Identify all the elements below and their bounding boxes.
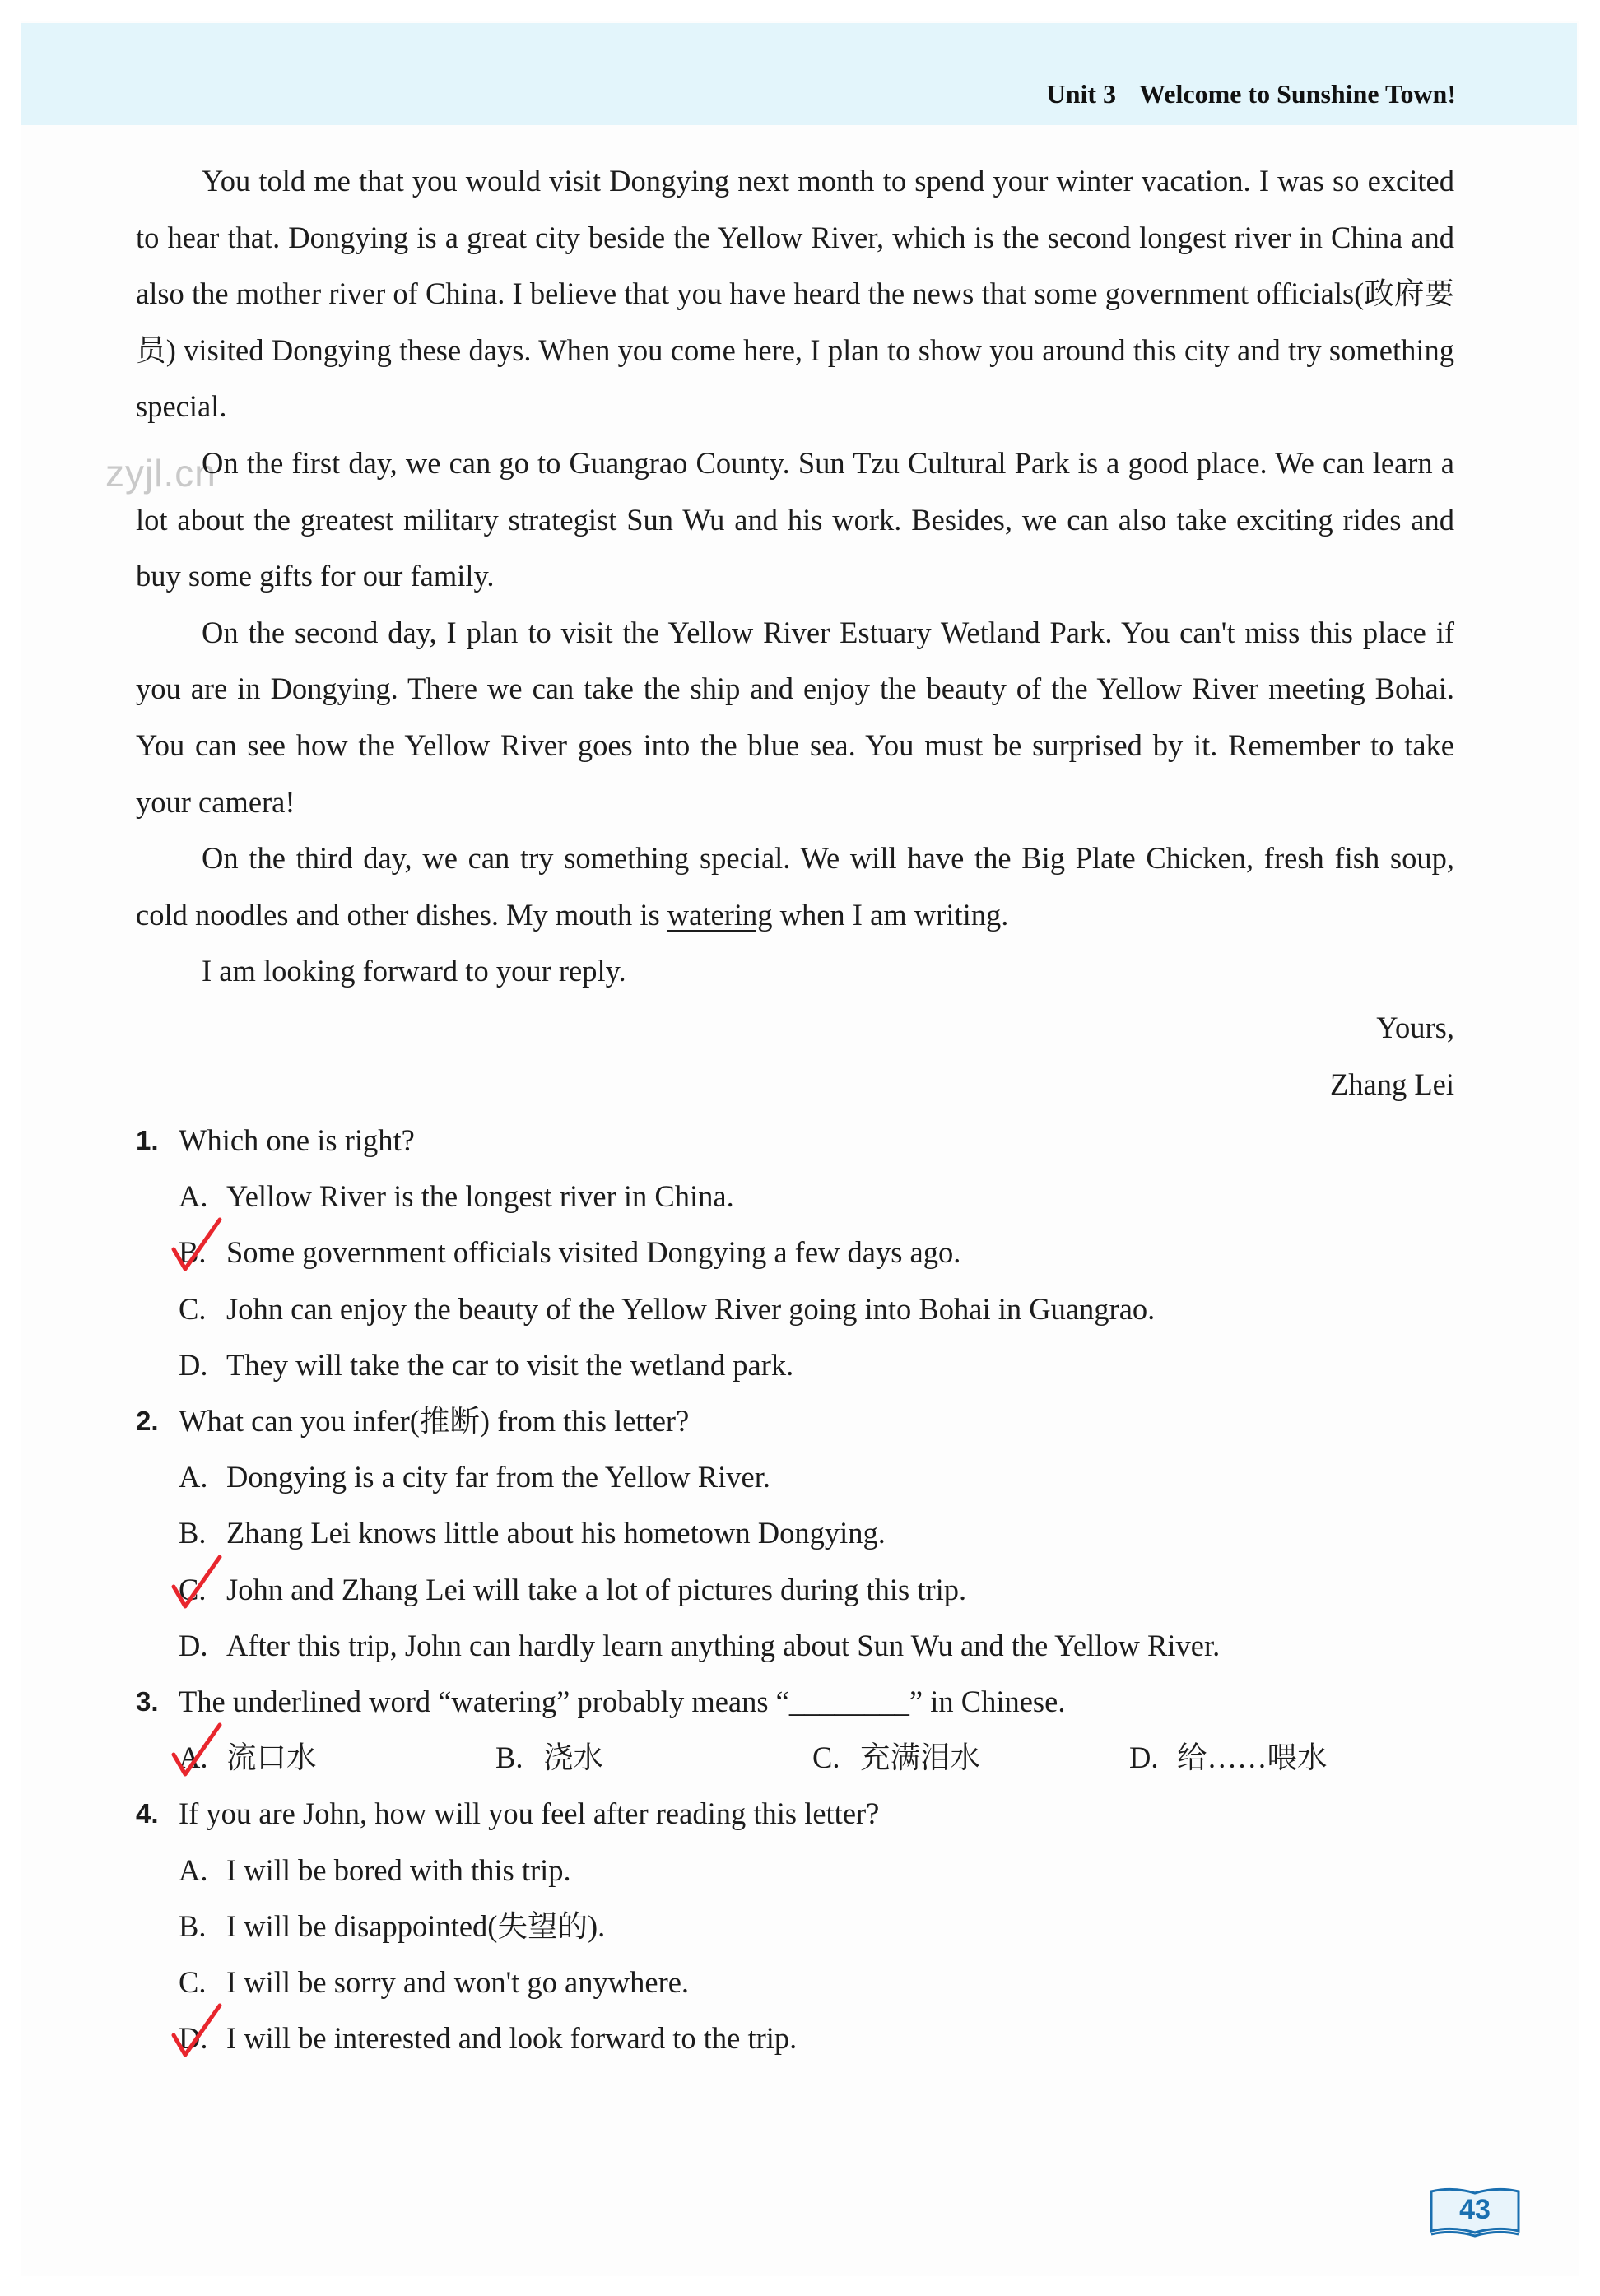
question-3 [136,1674,1494,1786]
letter-paragraph-1: You told me that you would visit Dongying next month to spend your winter vacation. I was so excited to hear that. Dongying is a great city beside the Yellow River, which is the second longest river in China and also the mother river of China. I believe that you have heard the news that some government officials(政府要员) visited Dongying these days. When you come here, I plan to show you around this city and try something special. [136,164,1454,424]
option-text: I will be interested and look forward to the trip. [226,2021,798,2056]
option-text: 浇水 [543,1741,603,1775]
option-text: 给……喂水 [1177,1741,1328,1775]
option-d [136,2010,1494,2066]
question-number: 4. [136,1798,159,1829]
letter-paragraph-3: On the second day, I plan to visit the Yellow River Estuary Wetland Park. You can't miss this place if you are in Dongying. There we can take the ship and enjoy the beauty of the Yellow River meeting Bohai. You can see how the Yellow River goes into the blue sea. You must be surprised by it. Remember to take your camera! [136,615,1454,819]
option-letter: A. [179,1741,208,1775]
check-mark-icon [169,1216,226,1276]
option-letter: A. [179,1460,208,1494]
unit-label: Unit 3 [1046,79,1117,109]
option-c [136,1281,1494,1337]
option-text: I will be disappointed(失望的). [226,1908,606,1943]
option-b [136,1225,1494,1280]
letter-signature: Zhang Lei [1329,1067,1454,1101]
option-letter: C. [179,1965,207,2000]
option-b [136,1505,1494,1561]
option-letter: B. [495,1741,523,1775]
option-letter: C. [812,1741,840,1775]
option-d [136,1337,1494,1393]
question-number: 3. [136,1686,159,1717]
option-text: 流口水 [226,1741,317,1775]
option-c [812,1730,1129,1786]
header-band [21,23,1577,125]
question-text: What can you infer(推断) from this letter? [179,1404,690,1438]
check-mark-icon [169,1722,226,1781]
question-2 [136,1393,1494,1674]
question-text: If you are John, how will you feel after reading this letter? [179,1796,880,1831]
option-letter: D. [179,1347,208,1382]
question-1 [136,1113,1494,1393]
questions [136,1113,1494,2066]
letter-paragraph-4 [136,830,1454,943]
options-row [136,1730,1494,1786]
underlined-word: watering [667,897,773,932]
letter-closing: Yours, [1376,1010,1454,1044]
option-letter: D. [179,2021,208,2056]
watermark: zyjl.cn [105,452,216,495]
option-c [136,1562,1494,1618]
letter-body [136,153,1454,1113]
option-letter: C. [179,1572,207,1606]
question-number: 2. [136,1406,159,1437]
unit-title: Welcome to Sunshine Town! [1139,79,1456,109]
option-text: Dongying is a city far from the Yellow River. [226,1460,770,1494]
option-a [136,1449,1494,1505]
option-text: Zhang Lei knows little about his hometown Dongying. [226,1516,886,1550]
option-text: 充满泪水 [860,1741,980,1775]
letter-paragraph-2: On the first day, we can go to Guangrao County. Sun Tzu Cultural Park is a good place. We can learn a lot about the greatest military strategist Sun Wu and his work. Besides, we can also take exciting rides and buy some gifts for our family. [136,445,1454,593]
option-b [136,1899,1494,1954]
option-letter: C. [179,1291,207,1326]
option-c [136,1954,1494,2010]
question-4 [136,1786,1494,2066]
question-stem [136,1786,1494,1842]
option-letter: D. [179,1628,208,1662]
letter-paragraph-5: I am looking forward to your reply. [202,954,626,988]
option-d [1129,1730,1446,1786]
header-title [1047,79,1456,109]
option-letter: B. [179,1516,207,1550]
option-letter: A. [179,1179,208,1214]
option-a [136,1169,1494,1225]
check-mark-icon [169,2002,226,2061]
question-stem [136,1393,1494,1449]
option-text: I will be bored with this trip. [226,1852,571,1887]
option-text: John can enjoy the beauty of the Yellow River going into Bohai in Guangrao. [226,1291,1156,1326]
option-letter: D. [1129,1741,1159,1775]
question-text: The underlined word “watering” probably means “________” in Chinese. [179,1685,1066,1719]
option-text: I will be sorry and won't go anywhere. [226,1965,690,2000]
option-a [136,1843,1494,1899]
question-number: 1. [136,1125,159,1155]
option-letter: A. [179,1852,208,1887]
option-d [136,1618,1494,1674]
question-text: Which one is right? [179,1123,415,1157]
option-text: Some government officials visited Dongying a few days ago. [226,1235,961,1270]
question-stem [136,1674,1494,1730]
option-text: Yellow River is the longest river in China. [226,1179,734,1214]
option-text: John and Zhang Lei will take a lot of pictures during this trip. [226,1572,967,1606]
option-letter: B. [179,1908,207,1943]
page-number: 43 [1459,2194,1491,2225]
option-letter: B. [179,1235,207,1270]
question-stem [136,1113,1494,1169]
p4-text-after: when I am writing. [772,897,1009,932]
option-text: After this trip, John can hardly learn anything about Sun Wu and the Yellow River. [226,1628,1221,1662]
p4-text-before: On the third day, we can try something special. We will have the Big Plate Chicken, fresh fish soup, cold noodles and other dishes. My mouth is [136,841,1454,932]
option-b [495,1730,812,1786]
option-text: They will take the car to visit the wetland park. [226,1347,794,1382]
check-mark-icon [169,1554,226,1613]
